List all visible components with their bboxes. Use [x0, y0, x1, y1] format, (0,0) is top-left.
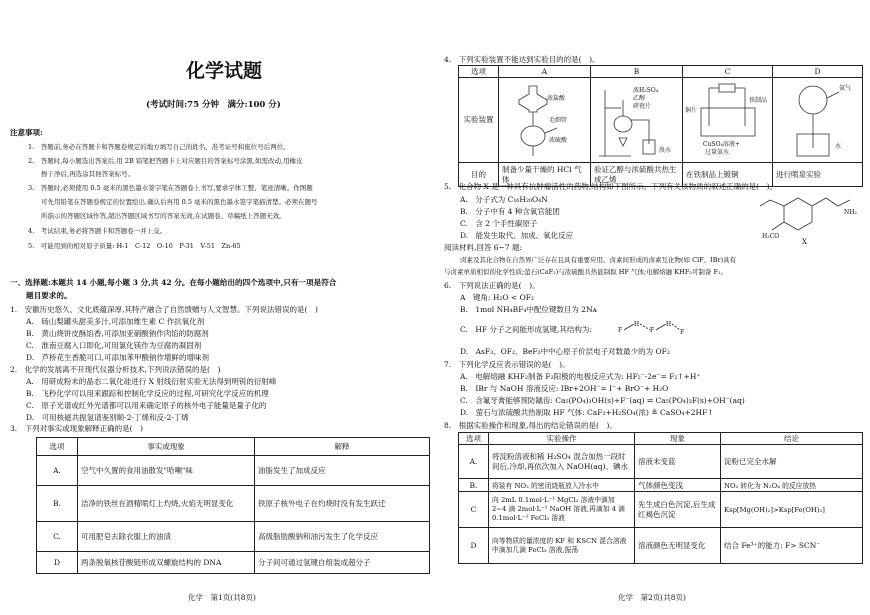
table-cell: Ksp[Mg(OH)₂]>Ksp[Fe(OH)₃] — [721, 492, 863, 528]
table-cell: C. — [37, 522, 78, 552]
apparatus-b — [591, 78, 683, 163]
reading-intro: 阅读材料,回答 6~7 题: — [444, 243, 523, 252]
notice-line: 可先用铅笔在答题卷规定的位置绘出,确认后再用 0.5 毫米的黑色墨水签字笔描清楚。必须在题号 — [28, 198, 318, 206]
table-cell: 向 2mL 0.1mol·L⁻¹ MgCl₂ 溶液中滴加 2~4 滴 2mol·L⁻¹ NaOH 溶液,再滴加 4 滴 0.1mol·L⁻¹ FeCl₃ 溶液 — [489, 492, 635, 528]
label-conc-h2so4: 浓硫酸 — [549, 137, 568, 144]
notice-line: 4. 考试结束,务必将答题卡和答题卷一并上交。 — [28, 227, 167, 235]
option: B. 分子中有 4 种含氧官能团 — [460, 207, 560, 216]
question-8: 8. 根据实验操作和现象,得出的结论错误的是( )。 — [444, 421, 617, 430]
notice-line: 2. 答题时,每小题选出答案后,用 2B 铅笔把答题卡上对应题目的答案标号涂黑,如需改动,用橡皮 — [28, 157, 303, 165]
table-cell: 油脂发生了加成反应 — [255, 456, 430, 486]
table-cell: 制备少量干燥的 HCl 气体 — [499, 163, 591, 187]
molecule-label: X — [802, 238, 807, 246]
question-2: 2. 化学的发展离不开现代仪器分析技术,下列说法错误的是( ) — [10, 365, 221, 374]
table-cell: B. — [37, 486, 78, 522]
label-conc-hcl: 浓盐酸 — [547, 95, 566, 102]
option: A. 分子式为 C₁₆H₂₀O₄N — [460, 195, 548, 204]
table-cell: 分子间可通过氢键自组装成超分子 — [255, 552, 430, 574]
question-5: 5. 化合物 X 是一种具有抗肿瘤活性的药物,结构如下图所示。下列有关该物质的叙述正确的是( )。 — [444, 182, 777, 191]
label-ethanol: 乙醇 — [633, 95, 646, 102]
table-header: 事实或现象 — [78, 438, 255, 456]
option: A. 用研成粉末的晶态二氧化硅进行 X 射线衍射实验无法得到明锐的衍射峰 — [26, 377, 277, 386]
q3-table — [36, 437, 430, 574]
option: C. 淮南豆腐入口即化,可用氯化镁作为豆腐的凝固剂 — [26, 341, 202, 350]
svg-text:F: F — [618, 327, 623, 334]
table-row — [459, 479, 863, 492]
molecule-x — [754, 192, 858, 250]
label-ammonia: 过量氨水 — [705, 149, 730, 156]
notice-line: 擦干净后,再选涂其他答案标号。 — [28, 170, 135, 178]
table-cell: 结合 Fe³⁺的能力: F> SCN⁻ — [721, 528, 863, 564]
option: B. 飞秒化学可以用来跟踪和控制化学反应的过程,可研究化学反应的机理 — [26, 389, 269, 398]
option: C. HF 分子之间能形成氢键,其结构为: — [460, 325, 592, 334]
table-cell: 验证乙醇与浓硫酸共热生成乙烯 — [591, 163, 683, 187]
table-cell: 空气中久置的食用油散发"哈喇"味 — [78, 456, 255, 486]
table-row — [37, 522, 430, 552]
table-header: 选项 — [459, 433, 489, 445]
option: A. 电解熔融 KHF₂制备 F₂阳极的电极反应式为: HF₂⁻-2e⁻= F₂↑+H⁺ — [460, 372, 701, 381]
table-cell: NO₂ 转化为 N₂O₄ 的反应放热 — [721, 479, 863, 492]
option: C. 含 2 个手性碳原子 — [460, 219, 538, 228]
table-cell: 铁原子核外电子在灼烧时没有发生跃迁 — [255, 486, 430, 522]
table-cell: A. — [459, 445, 489, 479]
page-2 — [440, 0, 870, 615]
table-row — [37, 552, 430, 574]
question-7: 7. 下列化学反应表示错误的是( )。 — [444, 360, 570, 369]
label-ammonia-gas: 氨气 — [839, 85, 852, 92]
table-header: 解释 — [255, 438, 430, 456]
label-cuso4: CuSO₄溶液+ — [703, 141, 740, 148]
notice-line: 所指示的答题区域作答,超出答题区域书写的答案无效,在试题卷、草稿纸上答题无效。 — [28, 212, 286, 220]
table-cell: D — [459, 528, 489, 564]
apparatus-a — [499, 78, 591, 163]
svg-text:H: H — [666, 321, 672, 328]
table-cell: 将装有 NO₂ 的密闭烧瓶放入冷水中 — [489, 479, 635, 492]
label-porcelain: 碎瓷片 — [633, 103, 652, 110]
option: B. 黄山烧饼皮酥馅香,可添加亚硝酸钠作肉馅的防腐剂 — [26, 329, 209, 338]
table-cell: 两条脱氧核苷酸链形成双螺旋结构的 DNA — [78, 552, 255, 574]
section-heading: 一、选择题:本题共 14 小题,每小题 3 分,共 42 分。在每小题给出的四个选项中,只有一项是符合 — [10, 278, 337, 287]
table-row — [37, 456, 430, 486]
table-cell: 洁净的铁丝在酒精喷灯上灼烧,火焰无明显变化 — [78, 486, 255, 522]
table-cell: 实验装置 — [459, 78, 499, 163]
option: A 键角: H₂O < OF₂ — [460, 293, 534, 302]
option: B. IBr 与 NaOH 溶液反应: IBr+2OH⁻= I⁻+ BrO⁻+ H₂O — [460, 384, 669, 393]
label-water: 水 — [835, 143, 842, 150]
option: B. 1mol NH₄BF₄中配位键数目为 2Nᴀ — [460, 305, 597, 314]
table-cell: 高级脂肪酸钠和油污发生了化学反应 — [255, 522, 430, 552]
label-conc-h2so4-b: 浓H₂SO₄ — [633, 87, 659, 94]
svg-text:F: F — [650, 327, 655, 334]
label-capillary: 毛细管 — [549, 117, 568, 124]
notice-line: 3. 答题时,必须使用 0.5 毫米的黑色墨水签字笔在答题卷上书写,要求字体工整、笔迹清晰。作图题 — [28, 184, 313, 192]
page-footer: 化学 第2页(共8页) — [618, 593, 686, 602]
table-row — [37, 486, 430, 522]
notice-title: 注意事项: — [10, 128, 43, 137]
table-header: A — [499, 66, 591, 78]
q4-table — [458, 65, 863, 187]
table-header: D — [773, 66, 863, 78]
table-cell: B. — [459, 479, 489, 492]
exam-title: 化学试题 — [186, 60, 263, 82]
label-copper: 铜片 — [685, 107, 698, 114]
table-cell: 先生成白色沉淀,后生成红褐色沉淀 — [635, 492, 721, 528]
option: C. 原子光谱或红外光谱都可以用来确定原子的核外电子能量是量子化的 — [26, 401, 267, 410]
question-4: 4. 下列实验装置不能达到实验目的的是( )。 — [444, 55, 600, 64]
option: D. 可用核磁共振氢谱鉴别顺-2-丁烯和反-2-丁烯 — [26, 413, 189, 422]
svg-text:H: H — [634, 321, 640, 328]
table-cell: 溶液颜色无明显变化 — [635, 528, 721, 564]
option: A. 砀山梨罐头甜美多汁,可添加维生素 C 作抗氧化剂 — [26, 317, 205, 326]
notice-line: 1. 答题前,务必在答题卡和答题卷规定的地方填写自己的姓名、准考证号和座位号后两位。 — [28, 143, 290, 151]
table-header: 实验操作 — [489, 433, 635, 445]
table-cell: 溶液未变蓝 — [635, 445, 721, 479]
option: D. AsF₃、OF₂、BeF₂中中心原子价层电子对数最少的为 OF₂ — [460, 347, 670, 356]
table-cell: 目的 — [459, 163, 499, 187]
table-header: B — [591, 66, 683, 78]
notice-line: 5. 可能用到的相对原子质量: H-1 C-12 O-16 P-31 V-51 Zn-65 — [28, 242, 241, 250]
apparatus-d — [773, 78, 863, 163]
table-header: 现象 — [635, 433, 721, 445]
page-footer: 化学 第1页(共8页) — [188, 593, 256, 602]
table-cell: A. — [37, 456, 78, 486]
option: D. 萤石与浓硫酸共热制取 HF 气体: CaF₂+H₂SO₄(浓) ≜ CaSO₄+2HF↑ — [460, 408, 714, 417]
table-header: C — [683, 66, 773, 78]
table-cell: C — [459, 492, 489, 528]
table-cell: 淀粉已完全水解 — [721, 445, 863, 479]
option: D. 芦桥花生香脆可口,可添加苯甲酸钠作增鲜的增味剂 — [26, 353, 210, 362]
table-cell: 向等物质的量浓度的 KF 和 KSCN 混合溶液中滴加几滴 FeCl₃ 溶液,振荡 — [489, 528, 635, 564]
table-cell: 可用肥皂去除衣服上的油渍 — [78, 522, 255, 552]
svg-text:NH₂: NH₂ — [844, 209, 857, 216]
svg-text:H₃CO: H₃CO — [762, 233, 780, 240]
table-cell: 将淀粉溶液和稀 H₂SO₄ 混合加热一段时间后,冷却,再依次加入 NaOH(aq)、碘水 — [489, 445, 635, 479]
table-header: 选项 — [459, 66, 499, 78]
apparatus-c-drawing — [683, 78, 773, 162]
option: D. 能发生取代、加成、氧化反应 — [460, 231, 574, 240]
apparatus-d-drawing — [773, 78, 863, 162]
exam-meta: (考试时间:75 分钟 满分:100 分) — [146, 100, 281, 110]
reading-text: 与卤素单质相似的化学性质;萤石(CaF₂)与浓硫酸共热能制取 HF 气体;电解熔融 KHF₂可制备 F₂。 — [444, 268, 728, 276]
question-6: 6. 下列说法正确的是( )。 — [444, 281, 540, 290]
table-cell: 进行喷泉实验 — [773, 163, 863, 187]
hf-hydrogen-bond — [616, 318, 688, 340]
table-row — [459, 78, 863, 163]
table-cell: D — [37, 552, 78, 574]
table-row — [459, 445, 863, 479]
option: C. 含氟牙膏能够预防龋齿: Ca₅(PO₄)₃OH(s)+F⁻(aq) ⇌ Ca₅(PO₄)₃F(s)+OH⁻(aq) — [460, 396, 745, 405]
section-heading-cont: 题目要求的。 — [26, 291, 72, 300]
table-row — [459, 492, 863, 528]
table-cell: 在铁制品上镀铜 — [683, 163, 773, 187]
question-1: 1. 安徽历史悠久、文化底蕴深厚,其特产融合了自然馈赠与人文智慧。下列说法错误的是( ) — [10, 305, 318, 314]
table-row — [459, 528, 863, 564]
reading-text: 卤素及其化合物在自然界广泛存在且具有重要应用。卤素间形成的卤素互化物(如 ClF、IBr)具有 — [460, 256, 737, 264]
apparatus-c — [683, 78, 773, 163]
table-header: 结论 — [721, 433, 863, 445]
apparatus-a-drawing — [499, 78, 591, 162]
apparatus-b-drawing — [591, 78, 683, 162]
table-header: 选项 — [37, 438, 78, 456]
table-cell: 气体颜色变浅 — [635, 479, 721, 492]
label-bromine-water: 溴水 — [659, 147, 672, 154]
svg-text:F: F — [680, 329, 685, 336]
question-3: 3. 下列对事实或现象解释正确的是( ) — [10, 424, 144, 433]
label-iron-item: 铁制品 — [749, 97, 768, 104]
q8-table — [458, 432, 863, 564]
